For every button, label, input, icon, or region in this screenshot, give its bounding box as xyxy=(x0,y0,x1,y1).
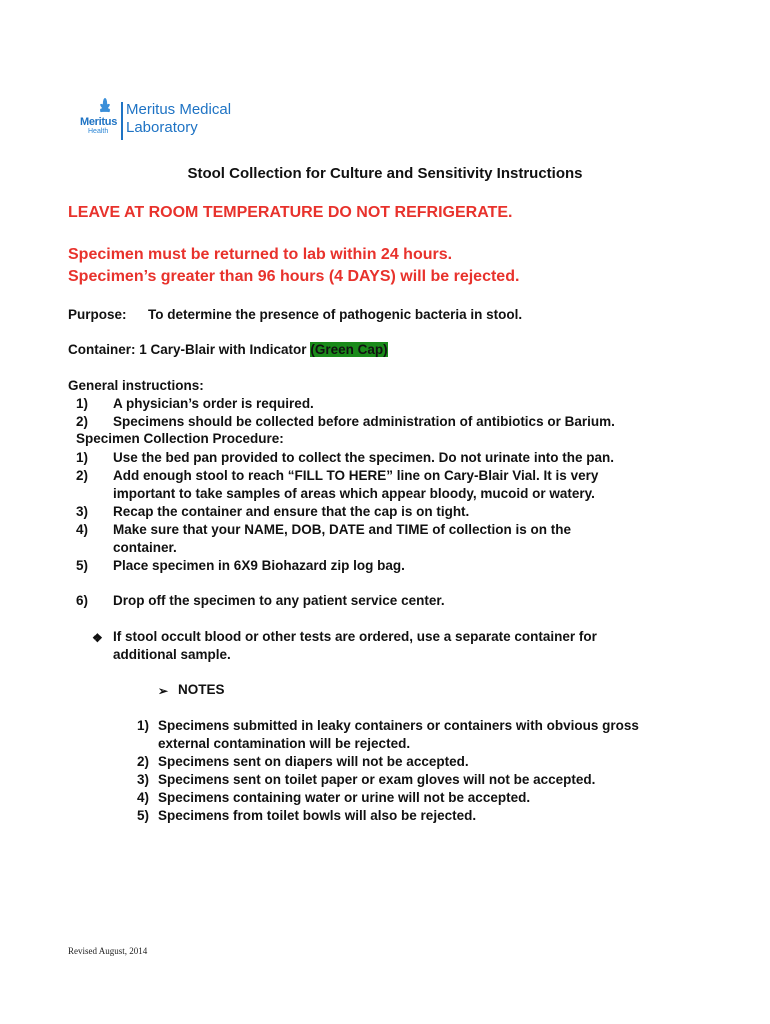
list-item: 1) Specimens submitted in leaky containers or containers with obvious gross external contamination will be rejected. xyxy=(137,718,639,751)
revision-footer: Revised August, 2014 xyxy=(68,946,148,956)
container-label: Container: xyxy=(68,342,136,357)
diamond-bullet-icon: ❖ xyxy=(92,631,103,645)
logo-sub: Health xyxy=(88,128,109,135)
list-item: 1) Use the bed pan provided to collect the specimen. Do not urinate into the pan. xyxy=(76,450,615,465)
procedure-heading: Specimen Collection Procedure: xyxy=(76,431,284,446)
logo-divider xyxy=(121,102,123,140)
purpose-text: To determine the presence of pathogenic bacteria in stool. xyxy=(148,307,523,322)
procedure-list xyxy=(76,449,736,610)
list-item: 6) Drop off the specimen to any patient service center. xyxy=(76,593,445,608)
logo-name-line2: Laboratory xyxy=(126,119,198,136)
arrow-bullet-icon: ➢ xyxy=(158,684,169,698)
logo-brand: Meritus xyxy=(80,116,118,128)
list-item: 5) Place specimen in 6X9 Biohazard zip log bag. xyxy=(76,558,405,573)
list-item: 4) Specimens containing water or urine will not be accepted. xyxy=(137,790,531,805)
notes-list xyxy=(137,717,737,825)
purpose-label: Purpose: xyxy=(68,307,127,322)
list-item: 3) Specimens sent on toilet paper or exam gloves will not be accepted. xyxy=(137,772,596,787)
container-text: 1 Cary-Blair with Indicator xyxy=(139,342,307,357)
storage-warning: LEAVE AT ROOM TEMPERATURE DO NOT REFRIGERATE. xyxy=(68,204,513,221)
list-item: 4) Make sure that your NAME, DOB, DATE and TIME of collection is on the container. xyxy=(76,522,572,555)
green-cap-highlight: (Green Cap) xyxy=(310,342,388,357)
return-warning: Specimen must be returned to lab within 24 hours. xyxy=(68,246,453,263)
notes-heading: NOTES xyxy=(178,682,225,697)
list-item: 2) Add enough stool to reach “FILL TO HERE” line on Cary-Blair Vial. It is very important to take samples of areas which appear bloody, mucoid or watery. xyxy=(76,468,599,501)
purpose-row xyxy=(68,307,522,322)
meritus-flower-icon xyxy=(92,98,118,118)
logo xyxy=(80,98,240,144)
list-item: 5) Specimens from toilet bowls will also be rejected. xyxy=(137,808,477,823)
logo-name-line1: Meritus Medical xyxy=(126,101,232,118)
container-row xyxy=(68,342,388,357)
list-item: 2) Specimens sent on diapers will not be accepted. xyxy=(137,754,469,769)
list-item: 3) Recap the container and ensure that the cap is on tight. xyxy=(76,504,470,519)
general-heading: General instructions: xyxy=(68,378,204,393)
page-title: Stool Collection for Culture and Sensitivity Instructions xyxy=(187,165,583,182)
reject-warning: Specimen’s greater than 96 hours (4 DAYS) will be rejected. xyxy=(68,268,520,285)
